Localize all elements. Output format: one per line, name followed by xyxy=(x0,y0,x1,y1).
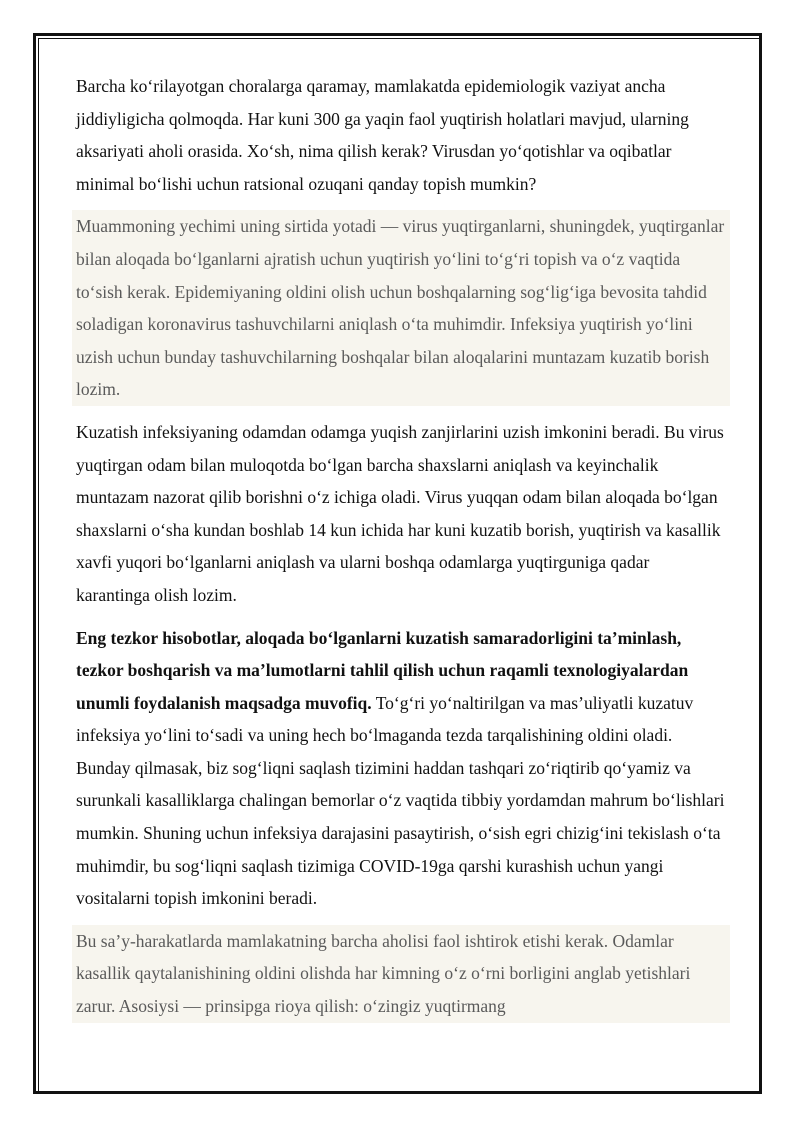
bold-lead-sentence: Eng tezkor hisobotlar, aloqada boʻlganlarni kuzatish samaradorligini taʼminlash, tezkor boshqarish va maʼlumotlarni tahlil qilish uchun raqamli texnologiyalardan unumli foydalanish maqsadga muvofiq. xyxy=(76,627,689,713)
paragraph-digital-technologies-rest: Toʻgʻri yoʻnaltirilgan va masʼuliyatli kuzatuv infeksiya yoʻlini toʻsadi va uning hech boʻlmaganda tezda tarqalishining oldini oladi. Bunday qilmasak, biz sogʻliqni saqlash tizimini haddan tashqari zoʻriqtirib qoʻyamiz va surunkali kasalliklarga chalingan bemorlar oʻz vaqtida tibbiy yordamdan mahrum boʻlishlari mumkin. Shuning uchun infeksiya darajasini pasaytirish, oʻsish egri chizigʻini tekislash oʻta muhimdir, bu sogʻliqni saqlash tizimiga COVID-19ga qarshi kurashish uchun yangi vositalarni topish imkonini beradi. xyxy=(76,692,725,909)
paragraph-highlighted-population: Bu saʼy-harakatlarda mamlakatning barcha aholisi faol ishtirok etishi kerak. Odamlar kasallik qaytalanishining oldini olishda har kimning oʻz oʻrni borligini anglab yetishlari zarur. Asosiysi — prinsipga rioya qilish: oʻzingiz yuqtirmang xyxy=(72,925,730,1023)
paragraph-highlighted-solution: Muammoning yechimi uning sirtida yotadi — virus yuqtirganlarni, shuningdek, yuqtirganlar bilan aloqada boʻlganlarni ajratish uchun yuqtirish yoʻlini toʻgʻri topish va oʻz vaqtida toʻsish kerak. Epidemiyaning oldini olish uchun boshqalarning sogʻligʻiga bevosita tahdid soladigan koronavirus tashuvchilarni aniqlash oʻta muhimdir. Infeksiya yuqtirish yoʻlini uzish uchun bunday tashuvchilarning boshqalar bilan aloqalarini muntazam kuzatib borish lozim. xyxy=(72,210,730,406)
paragraph-tracking: Kuzatish infeksiyaning odamdan odamga yuqish zanjirlarini uzish imkonini beradi. Bu virus yuqtirgan odam bilan muloqotda boʻlgan barcha shaxslarni aniqlash va keyinchalik muntazam nazorat qilib borishni oʻz ichiga oladi. Virus yuqqan odam bilan aloqada boʻlgan shaxslarni oʻsha kundan boshlab 14 kun ichida har kuni kuzatib borish, yuqtirish va kasallik xavfi yuqori boʻlganlarni aniqlash va ularni boshqa odamlarga yuqtirguniga qadar karantinga olish lozim. xyxy=(76,421,724,605)
document-body xyxy=(76,70,726,1033)
paragraph-intro: Barcha koʻrilayotgan choralarga qaramay, mamlakatda epidemiologik vaziyat ancha jiddiyligicha qolmoqda. Har kuni 300 ga yaqin faol yuqtirish holatlari mavjud, ularning aksariyati aholi orasida. Xoʻsh, nima qilish kerak? Virusdan yoʻqotishlar va oqibatlar minimal boʻlishi uchun ratsional ozuqani qanday topish mumkin? xyxy=(76,76,689,194)
paragraph-digital-technologies xyxy=(76,622,726,915)
